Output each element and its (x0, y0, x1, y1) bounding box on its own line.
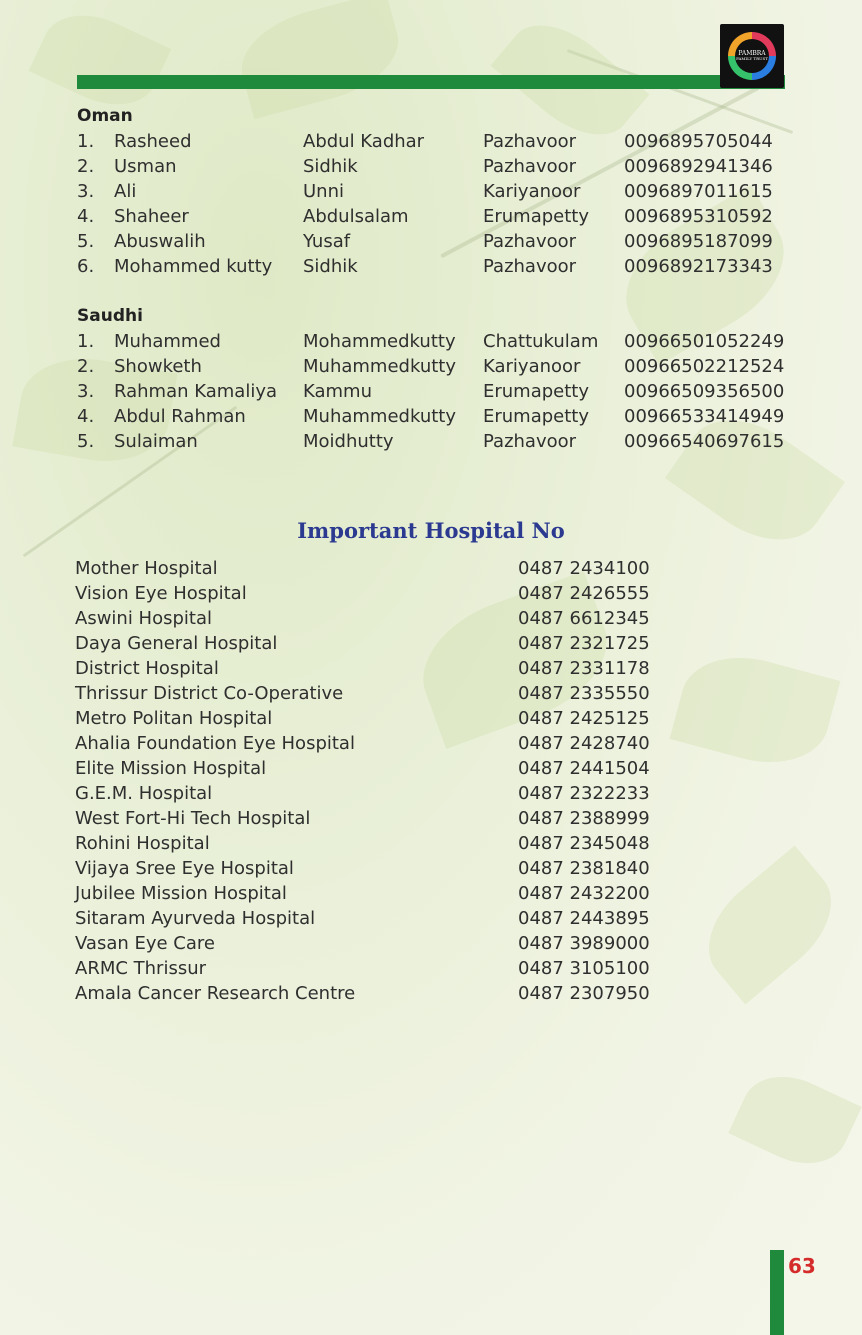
phone-number: 0096897011615 (624, 181, 773, 202)
hospital-phone: 0487 2441504 (518, 758, 650, 779)
place-name: Pazhavoor (483, 431, 577, 452)
place-name: Kariyanoor (483, 181, 581, 202)
hospital-phone: 0487 2443895 (518, 908, 650, 929)
pambra-logo-icon (720, 24, 784, 88)
place-name: Pazhavoor (483, 256, 577, 277)
contact-name: Shaheer (114, 206, 189, 227)
item-number: 2. (77, 356, 95, 377)
hospital-name: Amala Cancer Research Centre (75, 983, 356, 1004)
header-green-bar (77, 75, 785, 89)
hospital-name: G.E.M. Hospital (75, 783, 213, 804)
place-name: Erumapetty (483, 406, 590, 427)
hospital-name: District Hospital (75, 658, 219, 679)
hospital-phone: 0487 2381840 (518, 858, 650, 879)
parent-name: Yusaf (303, 231, 351, 252)
phone-number: 0096895705044 (624, 131, 773, 152)
item-number: 2. (77, 156, 95, 177)
parent-name: Kammu (303, 381, 372, 402)
hospital-phone: 0487 2425125 (518, 708, 650, 729)
phone-number: 00966533414949 (624, 406, 785, 427)
hospital-name: Daya General Hospital (75, 633, 278, 654)
hospital-name: Jubilee Mission Hospital (75, 883, 287, 904)
phone-number: 00966540697615 (624, 431, 785, 452)
hospital-phone: 0487 2432200 (518, 883, 650, 904)
hospital-name: Metro Politan Hospital (75, 708, 273, 729)
hospital-section-title: Important Hospital No (297, 518, 565, 543)
hospital-phone: 0487 2345048 (518, 833, 650, 854)
hospital-phone: 0487 2434100 (518, 558, 650, 579)
contact-name: Mohammed kutty (114, 256, 273, 277)
hospital-name: Rohini Hospital (75, 833, 210, 854)
place-name: Pazhavoor (483, 156, 577, 177)
hospital-name: Vasan Eye Care (75, 933, 215, 954)
hospital-phone: 0487 3989000 (518, 933, 650, 954)
item-number: 3. (77, 181, 95, 202)
parent-name: Muhammedkutty (303, 356, 456, 377)
place-name: Erumapetty (483, 206, 590, 227)
hospital-name: Vijaya Sree Eye Hospital (75, 858, 294, 879)
logo-text-bottom: FAMILY TRUST (736, 56, 768, 62)
hospital-name: Thrissur District Co-Operative (75, 683, 344, 704)
hospital-phone: 0487 2388999 (518, 808, 650, 829)
parent-name: Sidhik (303, 156, 358, 177)
hospital-phone: 0487 2331178 (518, 658, 650, 679)
contact-name: Abuswalih (114, 231, 206, 252)
hospital-phone: 0487 2428740 (518, 733, 650, 754)
contact-name: Rasheed (114, 131, 192, 152)
hospital-name: Sitaram Ayurveda Hospital (75, 908, 316, 929)
parent-name: Unni (303, 181, 344, 202)
hospital-phone: 0487 3105100 (518, 958, 650, 979)
contact-name: Usman (114, 156, 177, 177)
phone-number: 0096895310592 (624, 206, 773, 227)
item-number: 4. (77, 406, 95, 427)
hospital-name: Aswini Hospital (75, 608, 212, 629)
contact-name: Showketh (114, 356, 202, 377)
hospital-phone: 0487 6612345 (518, 608, 650, 629)
logo-ring (728, 32, 776, 80)
place-name: Erumapetty (483, 381, 590, 402)
phone-number: 0096895187099 (624, 231, 773, 252)
hospital-name: ARMC Thrissur (75, 958, 207, 979)
place-name: Pazhavoor (483, 131, 577, 152)
phone-number: 0096892173343 (624, 256, 773, 277)
hospital-phone: 0487 2322233 (518, 783, 650, 804)
hospital-name: West Fort-Hi Tech Hospital (75, 808, 311, 829)
hospital-phone: 0487 2307950 (518, 983, 650, 1004)
oman-section-title: Oman (77, 106, 133, 126)
phone-number: 00966501052249 (624, 331, 785, 352)
place-name: Pazhavoor (483, 231, 577, 252)
place-name: Chattukulam (483, 331, 599, 352)
hospital-name: Mother Hospital (75, 558, 218, 579)
hospital-name: Ahalia Foundation Eye Hospital (75, 733, 355, 754)
contact-name: Rahman Kamaliya (114, 381, 278, 402)
page-number: 63 (788, 1254, 816, 1278)
item-number: 1. (77, 331, 95, 352)
parent-name: Muhammedkutty (303, 406, 456, 427)
parent-name: Abdul Kadhar (303, 131, 425, 152)
contact-name: Muhammed (114, 331, 221, 352)
hospital-phone: 0487 2321725 (518, 633, 650, 654)
parent-name: Sidhik (303, 256, 358, 277)
hospital-name: Elite Mission Hospital (75, 758, 267, 779)
item-number: 4. (77, 206, 95, 227)
contact-name: Sulaiman (114, 431, 198, 452)
hospital-phone: 0487 2426555 (518, 583, 650, 604)
parent-name: Moidhutty (303, 431, 394, 452)
phone-number: 0096892941346 (624, 156, 773, 177)
logo-text-top: PAMBRA (738, 50, 766, 57)
item-number: 5. (77, 231, 95, 252)
place-name: Kariyanoor (483, 356, 581, 377)
contact-name: Ali (114, 181, 137, 202)
parent-name: Abdulsalam (303, 206, 409, 227)
logo-text (735, 39, 769, 73)
parent-name: Mohammedkutty (303, 331, 456, 352)
item-number: 1. (77, 131, 95, 152)
phone-number: 00966509356500 (624, 381, 785, 402)
phone-number: 00966502212524 (624, 356, 785, 377)
hospital-name: Vision Eye Hospital (75, 583, 247, 604)
footer-green-bar (770, 1250, 784, 1335)
saudhi-section-title: Saudhi (77, 306, 143, 326)
contact-name: Abdul Rahman (114, 406, 246, 427)
hospital-phone: 0487 2335550 (518, 683, 650, 704)
item-number: 5. (77, 431, 95, 452)
item-number: 3. (77, 381, 95, 402)
item-number: 6. (77, 256, 95, 277)
